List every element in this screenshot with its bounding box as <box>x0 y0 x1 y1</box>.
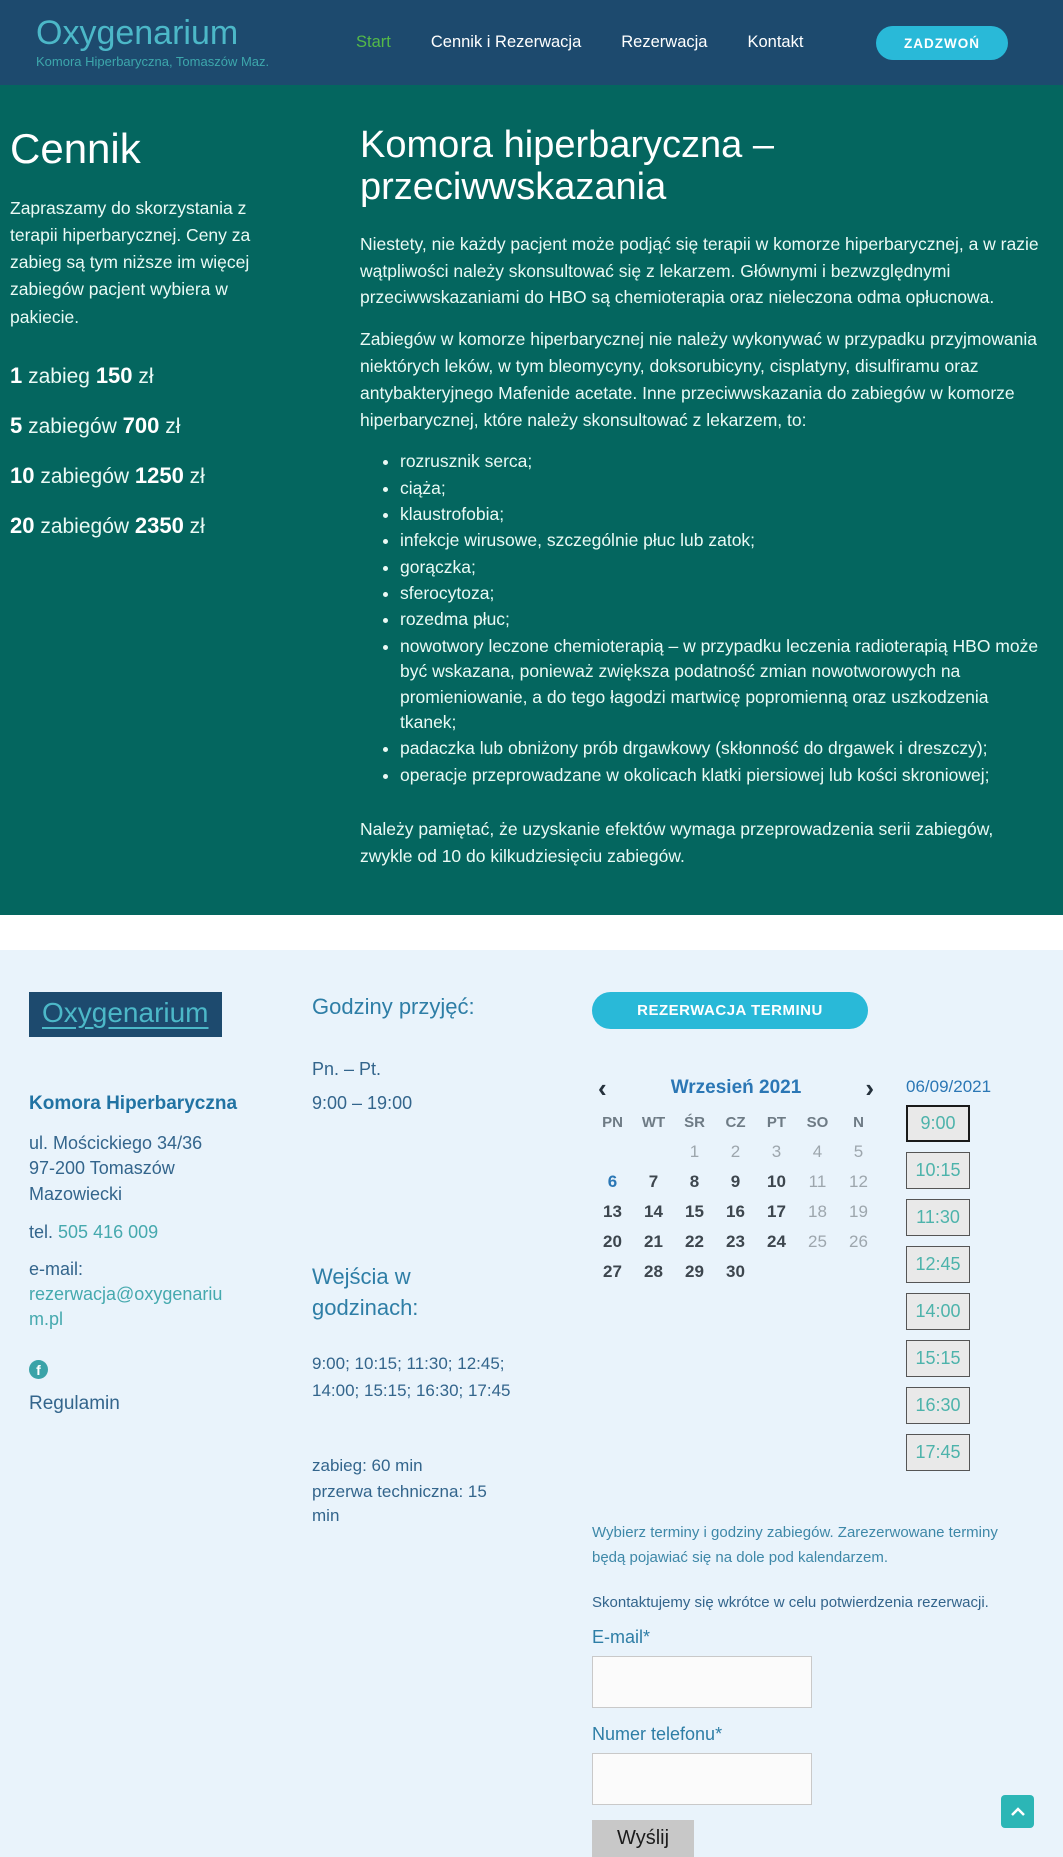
address-line: ul. Mościckiego 34/36 <box>29 1132 203 1153</box>
pricing-title: Cennik <box>10 125 141 172</box>
hours-days: Pn. – Pt. <box>312 1058 382 1079</box>
phone-field-label: Numer telefonu* <box>592 1724 723 1745</box>
price-row: 1 zabieg 150 zł <box>10 362 154 388</box>
calendar-day <box>592 1137 633 1167</box>
calendar-day-header: CZ <box>725 1113 746 1131</box>
footer-hours-column <box>312 992 512 1857</box>
calendar-day <box>797 1257 838 1287</box>
calendar-day[interactable]: 14 <box>644 1201 663 1221</box>
time-slot-button[interactable]: 16:30 <box>906 1387 970 1424</box>
calendar-day: 2 <box>730 1141 741 1161</box>
main-section <box>0 85 1063 915</box>
calendar-day[interactable]: 8 <box>689 1171 700 1191</box>
calendar-day[interactable]: 27 <box>603 1261 622 1281</box>
reserve-button[interactable]: REZERWACJA TERMINU <box>592 992 868 1029</box>
main-nav <box>356 0 803 85</box>
time-slot-button[interactable]: 12:45 <box>906 1246 970 1283</box>
price-qty: 10 <box>10 462 35 488</box>
calendar-day: 1 <box>689 1141 700 1161</box>
calendar-month-label: Wrzesień 2021 <box>670 1076 802 1098</box>
footer <box>0 950 1063 1857</box>
entries-title: Wejścia w godzinach: <box>312 1263 419 1320</box>
submit-button[interactable]: Wyślij <box>592 1820 694 1857</box>
calendar-day-header: PT <box>766 1113 787 1131</box>
time-slot-button[interactable]: 9:00 <box>906 1105 970 1142</box>
price-row: 5 zabiegów 700 zł <box>10 412 181 438</box>
contraindication-item: • padaczka lub obniżony prób drgawkowy (skłonność do drgawek i dreszczy); <box>400 736 1042 761</box>
time-slot-button[interactable]: 10:15 <box>906 1152 970 1189</box>
calendar-day[interactable]: 7 <box>648 1171 659 1191</box>
article-paragraph-1: Niestety, nie każdy pacjent może podjąć się terapii w komorze hiperbarycznej, a w razie wątpliwości należy skonsultować się z lekarzem. Głównymi i bezwzględnymi przeciwwskazaniami do HBO są chemioterapia oraz nieleczona odma opłucnowa. <box>360 233 1039 308</box>
calendar-day: 25 <box>808 1231 827 1251</box>
calendar-next-icon[interactable]: › <box>865 1072 874 1103</box>
price-list <box>10 363 295 539</box>
contraindication-item: • rozedma płuc; <box>400 607 1042 632</box>
time-slot-button[interactable]: 15:15 <box>906 1340 970 1377</box>
calendar-day: 19 <box>849 1201 868 1221</box>
address-line: 97-200 Tomaszów Mazowiecki <box>29 1158 175 1204</box>
calendar-day-headers <box>592 1114 880 1131</box>
site-logo[interactable] <box>36 13 270 70</box>
email-link[interactable]: rezerwacja@oxygenarium.pl <box>29 1283 223 1329</box>
company-name: Komora Hiperbaryczna <box>29 1092 238 1114</box>
price-value: 2350 <box>134 512 184 538</box>
calendar-prev-icon[interactable]: ‹ <box>598 1072 607 1103</box>
calendar-day: 11 <box>808 1171 827 1191</box>
calendar-day <box>633 1137 674 1167</box>
treatment-duration: zabieg: 60 min <box>312 1455 423 1475</box>
footer-logo[interactable] <box>29 992 222 1037</box>
contraindication-item: • operacje przeprowadzane w okolicach klatki piersiowej lub kości skroniowej; <box>400 763 1042 788</box>
pricing-column <box>10 125 295 885</box>
contraindication-list <box>360 449 1042 788</box>
calendar-day-header: ŚR <box>684 1113 705 1131</box>
calendar-day[interactable]: 21 <box>644 1231 663 1251</box>
calendar-day-header: PN <box>602 1113 623 1131</box>
contraindication-item: • gorączka; <box>400 555 1042 580</box>
calendar-day-header: SO <box>806 1113 829 1131</box>
nav-item-rezerwacja[interactable]: Rezerwacja <box>621 33 708 51</box>
facebook-icon[interactable]: f <box>29 1360 48 1379</box>
calendar-day-header: WT <box>641 1113 666 1131</box>
pricing-intro: Zapraszamy do skorzystania z terapii hiperbarycznej. Ceny za zabieg są tym niższe im więcej zabiegów pacjent wybiera w pakiecie. <box>10 198 251 327</box>
nav-item-cennik-i-rezerwacja[interactable]: Cennik i Rezerwacja <box>430 33 582 51</box>
chevron-up-icon <box>1010 1807 1026 1817</box>
calendar-day: 18 <box>808 1201 827 1221</box>
calendar-day[interactable]: 20 <box>603 1231 622 1251</box>
calendar-days-grid <box>592 1137 880 1287</box>
technical-break: przerwa techniczna: 15 min <box>312 1481 487 1525</box>
booking-note-2: Skontaktujemy się wkrótce w celu potwierdzenia rezerwacji. <box>592 1594 989 1612</box>
email-field[interactable] <box>592 1656 812 1708</box>
calendar-day[interactable]: 13 <box>603 1201 622 1221</box>
price-value: 1250 <box>134 462 184 488</box>
hours-range: 9:00 – 19:00 <box>312 1092 413 1113</box>
price-qty: 1 <box>10 362 23 388</box>
site-logo-text: Oxygenarium <box>36 13 239 52</box>
calendar-day-header: N <box>853 1113 864 1131</box>
price-row: 20 zabiegów 2350 zł <box>10 512 205 538</box>
price-value: 700 <box>122 412 160 438</box>
entry-times: 9:00; 10:15; 11:30; 12:45; 14:00; 15:15; 16:30; 17:45 <box>312 1354 511 1400</box>
call-button[interactable]: ZADZWOŃ <box>876 26 1008 60</box>
phone-field[interactable] <box>592 1753 812 1805</box>
calendar-nav <box>592 1072 880 1103</box>
calendar-day[interactable]: 28 <box>644 1261 663 1281</box>
contraindication-item: • ciąża; <box>400 476 1042 501</box>
time-slot-button[interactable]: 17:45 <box>906 1434 970 1471</box>
calendar-day: 26 <box>849 1231 868 1251</box>
calendar-day[interactable]: 10 <box>767 1171 786 1191</box>
price-qty: 5 <box>10 412 23 438</box>
contraindication-item: • nowotwory leczone chemioterapią – w przypadku leczenia radioterapią HBO może być wskazana, ponieważ zwiększa podatność zmian nowotworowych na promieniowanie, a do tego łagodzi martwicę popromienną oraz uszkodzenia tkanek; <box>400 634 1042 736</box>
phone-line <box>29 1222 254 1243</box>
calendar-day[interactable]: 16 <box>726 1201 745 1221</box>
footer-booking-column <box>592 992 1052 1857</box>
calendar-day: 4 <box>812 1141 823 1161</box>
calendar-day[interactable]: 24 <box>767 1231 786 1251</box>
regulamin-link[interactable]: Regulamin <box>29 1393 120 1415</box>
article-title: Komora hiperbaryczna – przeciwwskazania <box>360 124 774 208</box>
site-header <box>0 0 1063 85</box>
selected-date-label: 06/09/2021 <box>906 1076 992 1096</box>
time-slot-column <box>906 1076 992 1481</box>
price-value: 150 <box>95 362 133 388</box>
hours-title: Godziny przyjęć: <box>312 993 475 1019</box>
time-slot-button[interactable]: 14:00 <box>906 1293 970 1330</box>
site-tagline: Komora Hiperbaryczna, Tomaszów Maz. <box>36 54 270 70</box>
calendar-day[interactable]: 22 <box>685 1231 704 1251</box>
email-field-label: E-mail* <box>592 1627 651 1648</box>
scroll-top-button[interactable] <box>1001 1795 1034 1828</box>
article-column <box>360 125 1042 885</box>
footer-contact-column <box>29 992 254 1857</box>
phone-link[interactable]: 505 416 009 <box>58 1221 159 1242</box>
time-slot-list <box>906 1105 970 1471</box>
address <box>29 1131 224 1208</box>
article-paragraph-2: Zabiegów w komorze hiperbarycznej nie należy wykonywać w przypadku przyjmowania niektórych leków, w tym bleomycyny, doksorubicyny, cisplatyny, disulfiramu oraz antybakteryjnego Mafenide acetate. Inne przeciwwskazania do zabiegów w komorze hiperbarycznej, które należy skonsultować z lekarzem, to: <box>360 329 1037 431</box>
calendar-day <box>756 1257 797 1287</box>
time-slot-button[interactable]: 11:30 <box>906 1199 970 1236</box>
email-line <box>29 1257 234 1333</box>
calendar-day[interactable]: 17 <box>767 1201 786 1221</box>
phone-label: tel. <box>29 1221 54 1242</box>
calendar-day-selected[interactable]: 6 <box>607 1171 618 1191</box>
price-row: 10 zabiegów 1250 zł <box>10 462 205 488</box>
booking-form <box>592 1627 1052 1857</box>
footer-logo-text: Oxygenarium <box>42 996 209 1028</box>
contraindication-item: • klaustrofobia; <box>400 502 1042 527</box>
calendar-day: 12 <box>849 1171 868 1191</box>
calendar-day: 3 <box>771 1141 782 1161</box>
price-qty: 20 <box>10 512 35 538</box>
calendar-day[interactable]: 15 <box>685 1201 704 1221</box>
calendar-day[interactable]: 9 <box>730 1171 741 1191</box>
nav-item-start[interactable]: Start <box>356 33 391 51</box>
email-label: e-mail: <box>29 1258 84 1279</box>
calendar-day[interactable]: 29 <box>685 1261 704 1281</box>
calendar-day <box>838 1257 879 1287</box>
booking-note-1: Wybierz terminy i godziny zabiegów. Zarezerwowane terminy będą pojawiać się na dole pod kalendarzem. <box>592 1523 998 1566</box>
article-paragraph-3: Należy pamiętać, że uzyskanie efektów wymaga przeprowadzenia serii zabiegów, zwykle od 10 do kilkudziesięciu zabiegów. <box>360 819 994 866</box>
contraindication-item: • sferocytoza; <box>400 581 1042 606</box>
nav-item-kontakt[interactable]: Kontakt <box>747 33 804 51</box>
calendar <box>592 1072 880 1481</box>
calendar-day[interactable]: 23 <box>726 1231 745 1251</box>
contraindication-item: • rozrusznik serca; <box>400 449 1042 474</box>
calendar-day[interactable]: 30 <box>726 1261 745 1281</box>
contraindication-item: • infekcje wirusowe, szczególnie płuc lub zatok; <box>400 528 1042 553</box>
booking-widget <box>592 1072 1052 1481</box>
calendar-day: 5 <box>853 1141 864 1161</box>
